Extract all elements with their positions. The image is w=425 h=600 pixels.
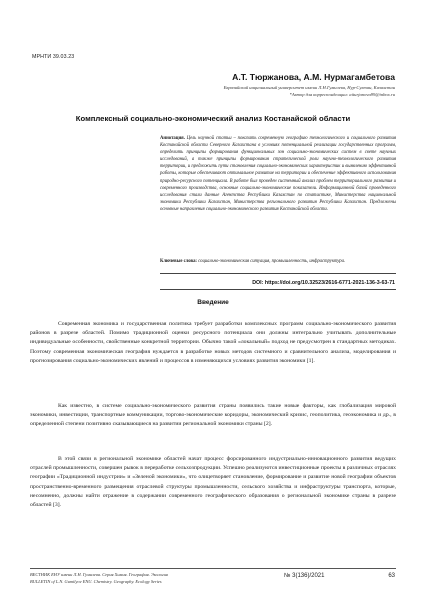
intro-paragraph-1: Современная экономика и государственная политика требует разработки комплексных программ социально-экономического развития районов в разрезе областей. Помимо традиционной оценки ресурсного потенциала они должны интегрально учитывать дополнительные индивидуальные особенности, свойственные конкретной территории. Обычно такой «локальный» подход не предусмотрен в стандартных методиках. Поэтому современная экономическая география нуждается в разработке новых методов системного и сравнительного анализа, моделирования и прогнозирования социально-экономических явлений и процессов в изменяющихся условиях развития экономики [1]. — [30, 321, 396, 364]
author-names: А.Т. Тюржанова, А.М. Нурмагамбетова — [232, 72, 395, 82]
keywords-block — [160, 258, 396, 265]
footer-journal-en: BULLETIN of L.N. Gumilyov ENU. Chemistry. Geography. Ecology Series — [30, 578, 162, 584]
page-number: 63 — [388, 573, 395, 579]
footer-divider — [30, 568, 396, 569]
footer-issue: № 3(136)/2021 — [284, 573, 325, 579]
intro-paragraph-3: В этой связи в региональной экономике областей начат процесс форсированного индустриально-инновационного развития ведущих отраслей промышленности, совершен рывок в переработке сельхозпродукции. Успешно реализуются инвестиционные проекты в различных отраслях географии «Традиционной индустрии» и «Зеленой экономики», что олицетворяет становление, формирование и развитие новой географии объектов пространственно-временного размещения отраслевой структуры промышленности, сельского хозяйства и инфраструктуры транспорта, которые, несомненно, должны найти отражение в содержании современного географического образования о региональной экономике страны в разрезе областей [3]. — [30, 456, 396, 509]
divider-top — [160, 273, 396, 274]
abstract-text: Цель научной статьи – показать современную географию технологического и социального развития Костанайской области Северного Казахстана в условиях потенциальной реализации государственных программ, определить принципы формирования функциональных зон социально-экономических систем в свете научных исследований, а также принципы формирования стратегической роли научно-технологического развития территории, и предложить пути становления социально-экономических характеристик и выявлению эффективной работы, которые обеспечивают оптимальное развитие на территории и обеспечение эффективного использования природно-ресурсного потенциала. В работе был проведен системный анализ проблем территориального развития и современного производства, основные социально-экономические показатели. Информационной базой проведенного исследования стали данные Агентства Республики Казахстан по статистике, Министерства национальной экономики Республики Казахстан, Министерства регионального развития Республики Казахстан. Предложены основные направления социально-экономического развития Костанайской области. — [160, 136, 397, 212]
section-heading-intro: Введение — [197, 299, 229, 306]
doi-link[interactable]: DOI: https://doi.org/10.32523/2616-6771-2021-136-3-63-71 — [252, 280, 395, 286]
footer-journal — [30, 572, 168, 585]
mrnti-code: МРНТИ 39.03.23 — [32, 54, 75, 60]
author-correspondence: *Автор для корреспонденции: aiturjanova99@inbox.ru — [289, 92, 395, 97]
intro-paragraph-2: Как известно, в системе социально-экономического развития страны появились такие новые факторы, как глобализация мировой экономики, инвестиции, транспортные коммуникации, торгово-экономические коридоры, экономический кризис, геополитика, геоэкономика и др., в определенной степени позитивно сказывающиеся на развитии региональной экономики страны [2]. — [30, 403, 396, 428]
author-affiliation: Евразийский национальный университет имени Л.Н.Гумилева, Нур-Султан, Казахстан — [223, 85, 395, 90]
article-title: Комплексный социально-экономический анализ Костанайской области — [75, 114, 351, 123]
keywords-text: социально-экономическая ситуация, промышленность, инфраструктура. — [198, 259, 346, 264]
abstract-label: Аннотация. — [160, 136, 185, 141]
keywords-label: Ключевые слова: — [160, 259, 197, 264]
divider-bottom — [160, 289, 396, 290]
footer-journal-ru: ВЕСТНИК ЕНУ имени Л.Н. Гумилева. Серия Химия. География. Экология — [30, 572, 168, 577]
abstract-block — [160, 135, 396, 213]
